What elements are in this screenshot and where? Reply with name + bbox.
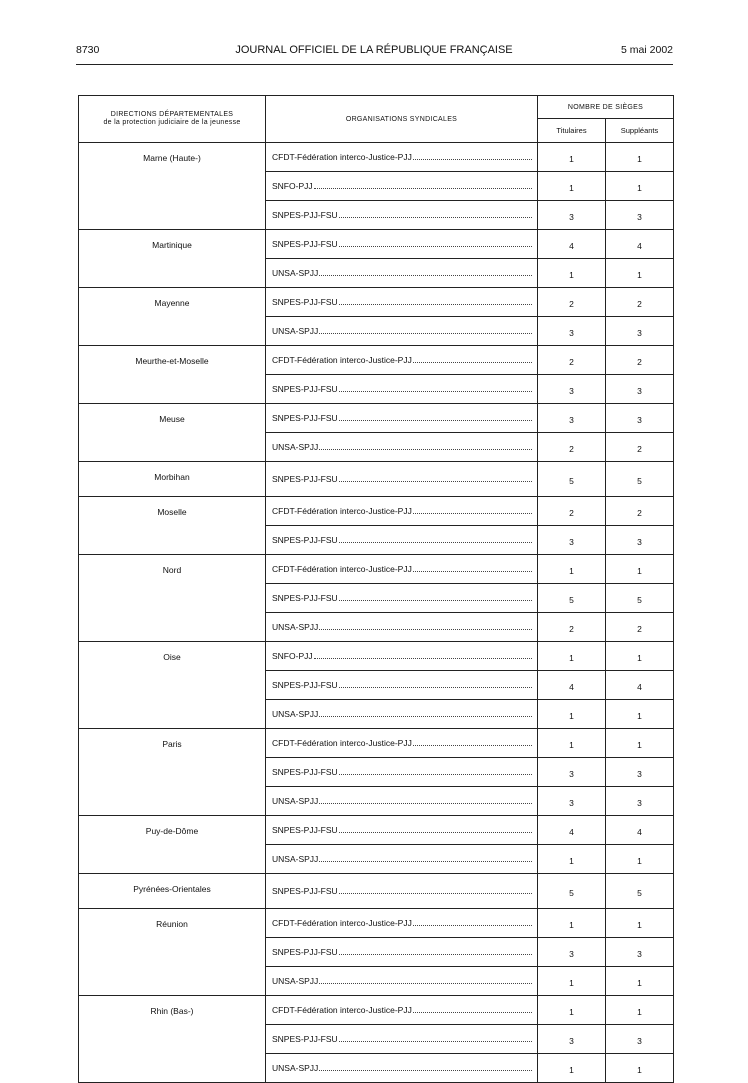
organisation-cell (266, 172, 538, 201)
department-cell: Martinique (79, 230, 266, 288)
suppleants-cell: 1 (606, 1054, 674, 1083)
organisation-cell (266, 555, 538, 584)
organisation-cell (266, 1054, 538, 1083)
titulaires-cell: 1 (538, 143, 606, 172)
department-cell: Pyrénées-Orientales (79, 874, 266, 909)
suppleants-cell: 2 (606, 613, 674, 642)
organisation-cell (266, 758, 538, 787)
organisation-cell (266, 375, 538, 404)
organisation-name: SNPES-PJJ-FSU (272, 474, 338, 484)
leader-dots (339, 384, 532, 392)
organisation-name: UNSA-SPJJ (272, 796, 319, 806)
leader-dots (413, 506, 532, 514)
suppleants-cell: 1 (606, 259, 674, 288)
table-row (79, 288, 674, 317)
organisation-name: SNPES-PJJ-FSU (272, 413, 338, 423)
organisation-cell (266, 845, 538, 874)
organisation-name: CFDT-Fédération interco-Justice-PJJ (272, 152, 412, 162)
organisation-name: UNSA-SPJJ (272, 854, 319, 864)
leader-dots (319, 268, 532, 276)
titulaires-cell: 2 (538, 288, 606, 317)
leader-dots (413, 152, 532, 160)
suppleants-cell: 3 (606, 404, 674, 433)
leader-dots (319, 854, 532, 862)
organisation-cell (266, 874, 538, 909)
organisation-name: UNSA-SPJJ (272, 268, 319, 278)
organisation-name: SNPES-PJJ-FSU (272, 947, 338, 957)
suppleants-cell: 2 (606, 497, 674, 526)
department-cell: Meurthe-et-Moselle (79, 346, 266, 404)
suppleants-column-header: Suppléants (606, 119, 674, 143)
titulaires-cell: 1 (538, 259, 606, 288)
organisation-cell (266, 317, 538, 346)
leader-dots (314, 181, 532, 189)
organisation-cell (266, 346, 538, 375)
department-cell: Mayenne (79, 288, 266, 346)
suppleants-cell: 2 (606, 288, 674, 317)
titulaires-cell: 2 (538, 497, 606, 526)
organisation-cell (266, 230, 538, 259)
leader-dots (339, 593, 532, 601)
suppleants-cell: 4 (606, 671, 674, 700)
titulaires-cell: 3 (538, 201, 606, 230)
table-row (79, 230, 674, 259)
suppleants-cell: 3 (606, 375, 674, 404)
table-row (79, 497, 674, 526)
titulaires-cell: 4 (538, 816, 606, 845)
suppleants-cell: 1 (606, 996, 674, 1025)
suppleants-cell: 1 (606, 909, 674, 938)
organisation-name: SNPES-PJJ-FSU (272, 384, 338, 394)
organisation-name: UNSA-SPJJ (272, 442, 319, 452)
suppleants-cell: 5 (606, 584, 674, 613)
department-cell: Réunion (79, 909, 266, 996)
organisation-cell (266, 700, 538, 729)
department-cell: Marne (Haute-) (79, 143, 266, 230)
leader-dots (413, 1005, 532, 1013)
suppleants-cell: 1 (606, 967, 674, 996)
header-rule (76, 64, 673, 65)
journal-title: JOURNAL OFFICIEL DE LA RÉPUBLIQUE FRANÇAISE (235, 44, 513, 56)
organisation-cell (266, 909, 538, 938)
organisation-cell (266, 642, 538, 671)
organisation-name: CFDT-Fédération interco-Justice-PJJ (272, 738, 412, 748)
organisation-name: SNFO-PJJ (272, 651, 313, 661)
titulaires-cell: 3 (538, 526, 606, 555)
titulaires-cell: 1 (538, 909, 606, 938)
leader-dots (339, 210, 532, 218)
titulaires-column-header: Titulaires (538, 119, 606, 143)
department-cell: Rhin (Bas-) (79, 996, 266, 1083)
organisation-name: SNPES-PJJ-FSU (272, 297, 338, 307)
organisation-cell (266, 996, 538, 1025)
leader-dots (339, 297, 532, 305)
leader-dots (339, 947, 532, 955)
leader-dots (319, 709, 532, 717)
organisation-name: CFDT-Fédération interco-Justice-PJJ (272, 355, 412, 365)
leader-dots (319, 796, 532, 804)
leader-dots (319, 622, 532, 630)
leader-dots (314, 651, 532, 659)
organisation-name: UNSA-SPJJ (272, 976, 319, 986)
organisation-name: SNPES-PJJ-FSU (272, 886, 338, 896)
titulaires-cell: 3 (538, 375, 606, 404)
suppleants-cell: 3 (606, 938, 674, 967)
table-row (79, 874, 674, 909)
leader-dots (413, 738, 532, 746)
table-row (79, 642, 674, 671)
leader-dots (319, 442, 532, 450)
department-cell: Oise (79, 642, 266, 729)
organisation-cell (266, 1025, 538, 1054)
publication-date: 5 mai 2002 (621, 44, 673, 56)
organisation-cell (266, 143, 538, 172)
table-row (79, 555, 674, 584)
suppleants-cell: 3 (606, 787, 674, 816)
organisation-name: SNPES-PJJ-FSU (272, 825, 338, 835)
titulaires-cell: 3 (538, 938, 606, 967)
organisation-name: SNFO-PJJ (272, 181, 313, 191)
titulaires-cell: 1 (538, 642, 606, 671)
leader-dots (339, 474, 532, 482)
table-row (79, 143, 674, 172)
department-cell: Morbihan (79, 462, 266, 497)
titulaires-cell: 1 (538, 967, 606, 996)
titulaires-cell: 3 (538, 787, 606, 816)
organisation-name: SNPES-PJJ-FSU (272, 239, 338, 249)
leader-dots (339, 535, 532, 543)
table-row (79, 346, 674, 375)
department-cell: Meuse (79, 404, 266, 462)
titulaires-cell: 2 (538, 433, 606, 462)
suppleants-cell: 5 (606, 462, 674, 497)
department-cell: Moselle (79, 497, 266, 555)
titulaires-cell: 1 (538, 555, 606, 584)
organisation-name: UNSA-SPJJ (272, 622, 319, 632)
organisation-name: UNSA-SPJJ (272, 326, 319, 336)
suppleants-cell: 1 (606, 729, 674, 758)
organisation-cell (266, 259, 538, 288)
titulaires-cell: 4 (538, 671, 606, 700)
organisation-cell (266, 967, 538, 996)
organisation-name: CFDT-Fédération interco-Justice-PJJ (272, 506, 412, 516)
titulaires-cell: 3 (538, 404, 606, 433)
organisation-name: SNPES-PJJ-FSU (272, 593, 338, 603)
titulaires-cell: 1 (538, 1054, 606, 1083)
leader-dots (339, 767, 532, 775)
titulaires-cell: 5 (538, 462, 606, 497)
titulaires-cell: 1 (538, 172, 606, 201)
table-row (79, 729, 674, 758)
leader-dots (339, 1034, 532, 1042)
titulaires-cell: 1 (538, 700, 606, 729)
table-row (79, 909, 674, 938)
suppleants-cell: 1 (606, 845, 674, 874)
organisation-cell (266, 787, 538, 816)
table-row (79, 404, 674, 433)
suppleants-cell: 4 (606, 816, 674, 845)
organisation-cell (266, 497, 538, 526)
organisation-cell (266, 729, 538, 758)
page-number: 8730 (76, 44, 100, 56)
titulaires-cell: 2 (538, 613, 606, 642)
organisation-cell (266, 288, 538, 317)
titulaires-cell: 3 (538, 317, 606, 346)
organisation-cell (266, 938, 538, 967)
suppleants-cell: 3 (606, 201, 674, 230)
organisation-cell (266, 433, 538, 462)
organisation-cell (266, 613, 538, 642)
seats-table (78, 95, 674, 1083)
organisation-cell (266, 462, 538, 497)
suppleants-cell: 2 (606, 346, 674, 375)
directions-header-line2: de la protection judiciaire de la jeunesse (103, 119, 241, 126)
suppleants-cell: 1 (606, 172, 674, 201)
organisation-name: CFDT-Fédération interco-Justice-PJJ (272, 564, 412, 574)
leader-dots (339, 239, 532, 247)
titulaires-cell: 1 (538, 729, 606, 758)
suppleants-cell: 1 (606, 642, 674, 671)
suppleants-cell: 1 (606, 555, 674, 584)
department-cell: Puy-de-Dôme (79, 816, 266, 874)
table-row (79, 462, 674, 497)
organisations-column-header: ORGANISATIONS SYNDICALES (266, 96, 538, 143)
organisation-name: SNPES-PJJ-FSU (272, 210, 338, 220)
sieges-column-header: NOMBRE DE SIÈGES (538, 96, 674, 119)
table-body (79, 143, 674, 1083)
titulaires-cell: 5 (538, 874, 606, 909)
suppleants-cell: 3 (606, 758, 674, 787)
titulaires-cell: 5 (538, 584, 606, 613)
organisation-name: CFDT-Fédération interco-Justice-PJJ (272, 918, 412, 928)
leader-dots (413, 355, 532, 363)
leader-dots (413, 918, 532, 926)
suppleants-cell: 3 (606, 1025, 674, 1054)
organisation-cell (266, 404, 538, 433)
suppleants-cell: 1 (606, 143, 674, 172)
leader-dots (319, 326, 532, 334)
leader-dots (339, 825, 532, 833)
organisation-cell (266, 816, 538, 845)
titulaires-cell: 1 (538, 996, 606, 1025)
organisation-name: UNSA-SPJJ (272, 1063, 319, 1073)
titulaires-cell: 3 (538, 758, 606, 787)
leader-dots (413, 564, 532, 572)
leader-dots (339, 886, 532, 894)
table-row (79, 816, 674, 845)
suppleants-cell: 5 (606, 874, 674, 909)
leader-dots (319, 1063, 532, 1071)
suppleants-cell: 3 (606, 317, 674, 346)
suppleants-cell: 2 (606, 433, 674, 462)
organisation-name: CFDT-Fédération interco-Justice-PJJ (272, 1005, 412, 1015)
suppleants-cell: 1 (606, 700, 674, 729)
organisation-name: SNPES-PJJ-FSU (272, 535, 338, 545)
suppleants-cell: 3 (606, 526, 674, 555)
table-row (79, 996, 674, 1025)
directions-column-header (79, 96, 266, 143)
organisation-name: UNSA-SPJJ (272, 709, 319, 719)
organisation-cell (266, 201, 538, 230)
department-cell: Nord (79, 555, 266, 642)
organisation-cell (266, 671, 538, 700)
organisation-cell (266, 526, 538, 555)
leader-dots (339, 413, 532, 421)
titulaires-cell: 3 (538, 1025, 606, 1054)
organisation-name: SNPES-PJJ-FSU (272, 767, 338, 777)
leader-dots (319, 976, 532, 984)
suppleants-cell: 4 (606, 230, 674, 259)
directions-header-line1: DIRECTIONS DÉPARTEMENTALES (110, 111, 234, 118)
leader-dots (339, 680, 532, 688)
organisation-name: SNPES-PJJ-FSU (272, 1034, 338, 1044)
titulaires-cell: 2 (538, 346, 606, 375)
department-cell: Paris (79, 729, 266, 816)
titulaires-cell: 1 (538, 845, 606, 874)
organisation-cell (266, 584, 538, 613)
organisation-name: SNPES-PJJ-FSU (272, 680, 338, 690)
titulaires-cell: 4 (538, 230, 606, 259)
